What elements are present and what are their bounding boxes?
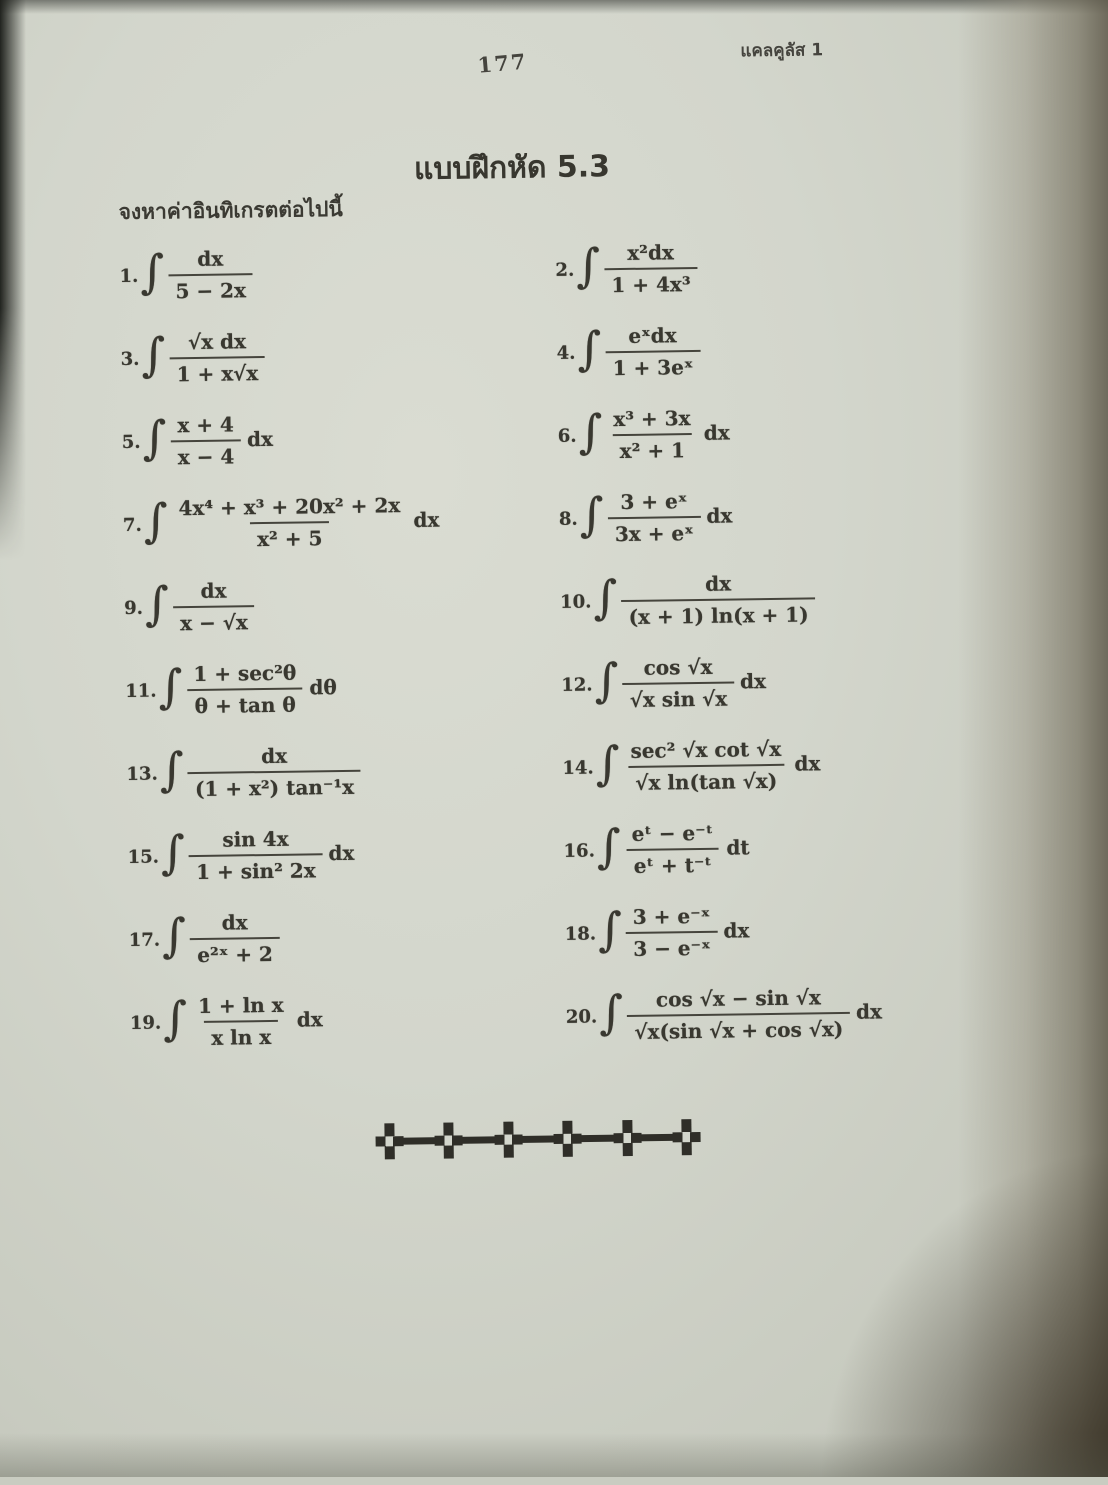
integral-sign: ∫ <box>142 410 167 465</box>
fraction <box>168 246 253 304</box>
page-number: 177 <box>476 48 529 78</box>
cross-icon <box>613 1120 641 1156</box>
problem <box>125 657 546 720</box>
integral-sign: ∫ <box>143 493 169 548</box>
problem <box>124 574 545 637</box>
problem-number: 1. <box>119 265 139 288</box>
numerator: 3 + eˣ <box>620 489 688 515</box>
integral-sign: ∫ <box>578 404 603 459</box>
denominator: eᵗ + t⁻ᵗ <box>627 848 719 879</box>
differential-after: dx <box>413 507 440 532</box>
denominator: x² + 5 <box>250 521 330 552</box>
numerator: dx <box>260 743 288 769</box>
problem <box>128 906 549 969</box>
exercise-title: แบบฝึกหัด 5.3 <box>413 149 611 187</box>
denominator: 5 − 2x <box>168 273 253 304</box>
book-title: แคลคูลัส 1 <box>740 40 824 62</box>
problem-number: 12. <box>561 674 593 696</box>
problem-number: 4. <box>556 342 576 364</box>
cross-icon <box>494 1121 522 1157</box>
integral-sign: ∫ <box>598 984 624 1040</box>
problem <box>564 901 919 963</box>
denominator: 1 + 4x³ <box>604 267 698 298</box>
problem <box>565 984 920 1046</box>
denominator: x ln x <box>204 1020 278 1051</box>
numerator: dx <box>221 910 248 935</box>
problem-number: 5. <box>121 431 141 454</box>
integral-sign: ∫ <box>594 652 619 708</box>
denominator: √x ln(tan √x) <box>628 764 784 796</box>
page-edge-bottom-shadow <box>0 1433 1108 1477</box>
numerator: sin 4x <box>222 826 289 852</box>
page-corner-shadow <box>808 1137 1108 1477</box>
fraction <box>170 412 241 470</box>
problem-number: 18. <box>564 923 597 945</box>
problem <box>562 735 917 797</box>
integral-sign: ∫ <box>576 321 602 376</box>
denominator: √x(sin √x + cos √x) <box>627 1012 850 1045</box>
denominator: 3x + eˣ <box>608 516 701 547</box>
problem-number: 11. <box>125 680 157 702</box>
problem <box>119 242 540 305</box>
problem <box>560 569 915 631</box>
denominator: 1 + x√x <box>169 356 265 387</box>
denominator: (x + 1) ln(x + 1) <box>621 597 815 630</box>
fraction <box>190 910 280 968</box>
problem-number: 10. <box>559 591 592 613</box>
fraction <box>624 821 720 879</box>
problem-number: 13. <box>126 763 158 785</box>
numerator: x²dx <box>627 240 675 265</box>
fraction <box>623 737 788 796</box>
differential-after: dx <box>794 750 821 776</box>
problem-number: 2. <box>555 259 575 281</box>
numerator: dx <box>705 571 732 596</box>
fraction <box>605 323 701 381</box>
numerator: dx <box>197 246 224 271</box>
problem <box>563 818 918 880</box>
numerator: x³ + 3x <box>613 406 691 432</box>
integral-sign: ∫ <box>160 824 186 880</box>
cross-icon <box>375 1123 403 1159</box>
fraction <box>171 493 407 553</box>
integral-sign: ∫ <box>595 735 621 791</box>
fraction <box>622 654 734 713</box>
differential-after: dx <box>246 426 274 451</box>
problem-number: 8. <box>558 508 578 530</box>
fraction <box>169 329 265 387</box>
problem-number: 17. <box>128 929 161 951</box>
problem <box>120 325 541 388</box>
fraction <box>607 489 701 547</box>
fraction <box>187 743 361 802</box>
fraction <box>173 578 255 636</box>
denominator: √x sin √x <box>623 681 735 713</box>
fraction <box>186 660 304 719</box>
numerator: x + 4 <box>177 412 235 438</box>
problem <box>559 486 914 548</box>
numerator: 4x⁴ + x³ + 20x² + 2x <box>178 493 401 521</box>
numerator: 3 + e⁻ˣ <box>632 903 711 929</box>
differential-after: dx <box>855 998 883 1024</box>
instruction-text: จงหาค่าอินทิเกรตต่อไปนี้ <box>118 196 343 225</box>
numerator: eᵗ − e⁻ᵗ <box>631 820 714 846</box>
denominator: e²ˣ + 2 <box>190 937 280 968</box>
integral-sign: ∫ <box>159 741 185 797</box>
problem <box>130 989 551 1052</box>
numerator: sec² √x cot √x <box>630 736 782 763</box>
numerator: √x dx <box>187 329 247 355</box>
differential-after: dx <box>723 917 750 943</box>
integral-sign: ∫ <box>162 990 188 1046</box>
denominator: θ + tan θ <box>187 688 302 720</box>
problem <box>123 491 544 554</box>
integral-sign: ∫ <box>144 576 170 631</box>
integral-sign: ∫ <box>161 907 187 963</box>
differential-after: dx <box>328 840 355 865</box>
fraction <box>189 826 323 885</box>
problem-number: 6. <box>557 425 577 447</box>
problem <box>557 403 912 465</box>
problem-number: 14. <box>562 757 594 779</box>
denominator: x − 4 <box>171 439 242 470</box>
problem-number: 7. <box>122 514 142 536</box>
problem-number: 9. <box>123 597 144 619</box>
problem-number: 19. <box>129 1012 162 1034</box>
problem <box>121 408 542 471</box>
problem-number: 16. <box>563 840 596 862</box>
denominator: (1 + x²) tan⁻¹x <box>188 770 362 802</box>
fraction <box>191 993 291 1051</box>
numerator: 1 + ln x <box>197 992 284 1018</box>
problem-number: 20. <box>565 1006 598 1028</box>
problems-grid <box>119 237 920 1052</box>
numerator: cos √x <box>643 654 713 680</box>
numerator: eˣdx <box>628 323 677 348</box>
fraction <box>627 985 851 1045</box>
integral-sign: ∫ <box>597 901 623 957</box>
integral-sign: ∫ <box>158 658 183 714</box>
differential-after: dx <box>703 420 730 445</box>
problem-number: 3. <box>120 348 140 371</box>
differential-after: dx <box>739 668 767 693</box>
differential-after: dx <box>296 1006 323 1032</box>
problem <box>127 823 548 886</box>
problem <box>126 740 547 803</box>
denominator: 3 − e⁻ˣ <box>626 931 718 962</box>
differential-after: dx <box>706 502 733 528</box>
problem-number: 15. <box>127 846 160 868</box>
numerator: cos √x − sin √x <box>655 985 822 1012</box>
cross-icon <box>435 1122 463 1158</box>
fraction <box>606 406 698 464</box>
cross-icon <box>672 1119 700 1155</box>
integral-sign: ∫ <box>575 238 601 293</box>
denominator: 1 + 3eˣ <box>605 350 700 381</box>
divider-ornament <box>375 1116 701 1163</box>
denominator: x² + 1 <box>612 433 692 464</box>
problem <box>556 320 911 382</box>
fraction <box>621 570 816 630</box>
denominator: 1 + sin² 2x <box>189 853 323 885</box>
fraction <box>626 904 718 962</box>
differential-after: dt <box>726 834 750 860</box>
integral-sign: ∫ <box>579 487 605 542</box>
cross-icon <box>554 1121 582 1157</box>
numerator: 1 + sec²θ <box>193 660 297 687</box>
numerator: dx <box>200 578 227 603</box>
fraction <box>604 240 698 298</box>
differential-after: dθ <box>309 674 337 699</box>
integral-sign: ∫ <box>592 569 618 625</box>
denominator: x − √x <box>173 605 255 636</box>
problem <box>561 652 916 714</box>
integral-sign: ∫ <box>596 818 622 874</box>
integral-sign: ∫ <box>139 244 165 299</box>
integral-sign: ∫ <box>141 327 166 382</box>
problem <box>555 237 910 299</box>
